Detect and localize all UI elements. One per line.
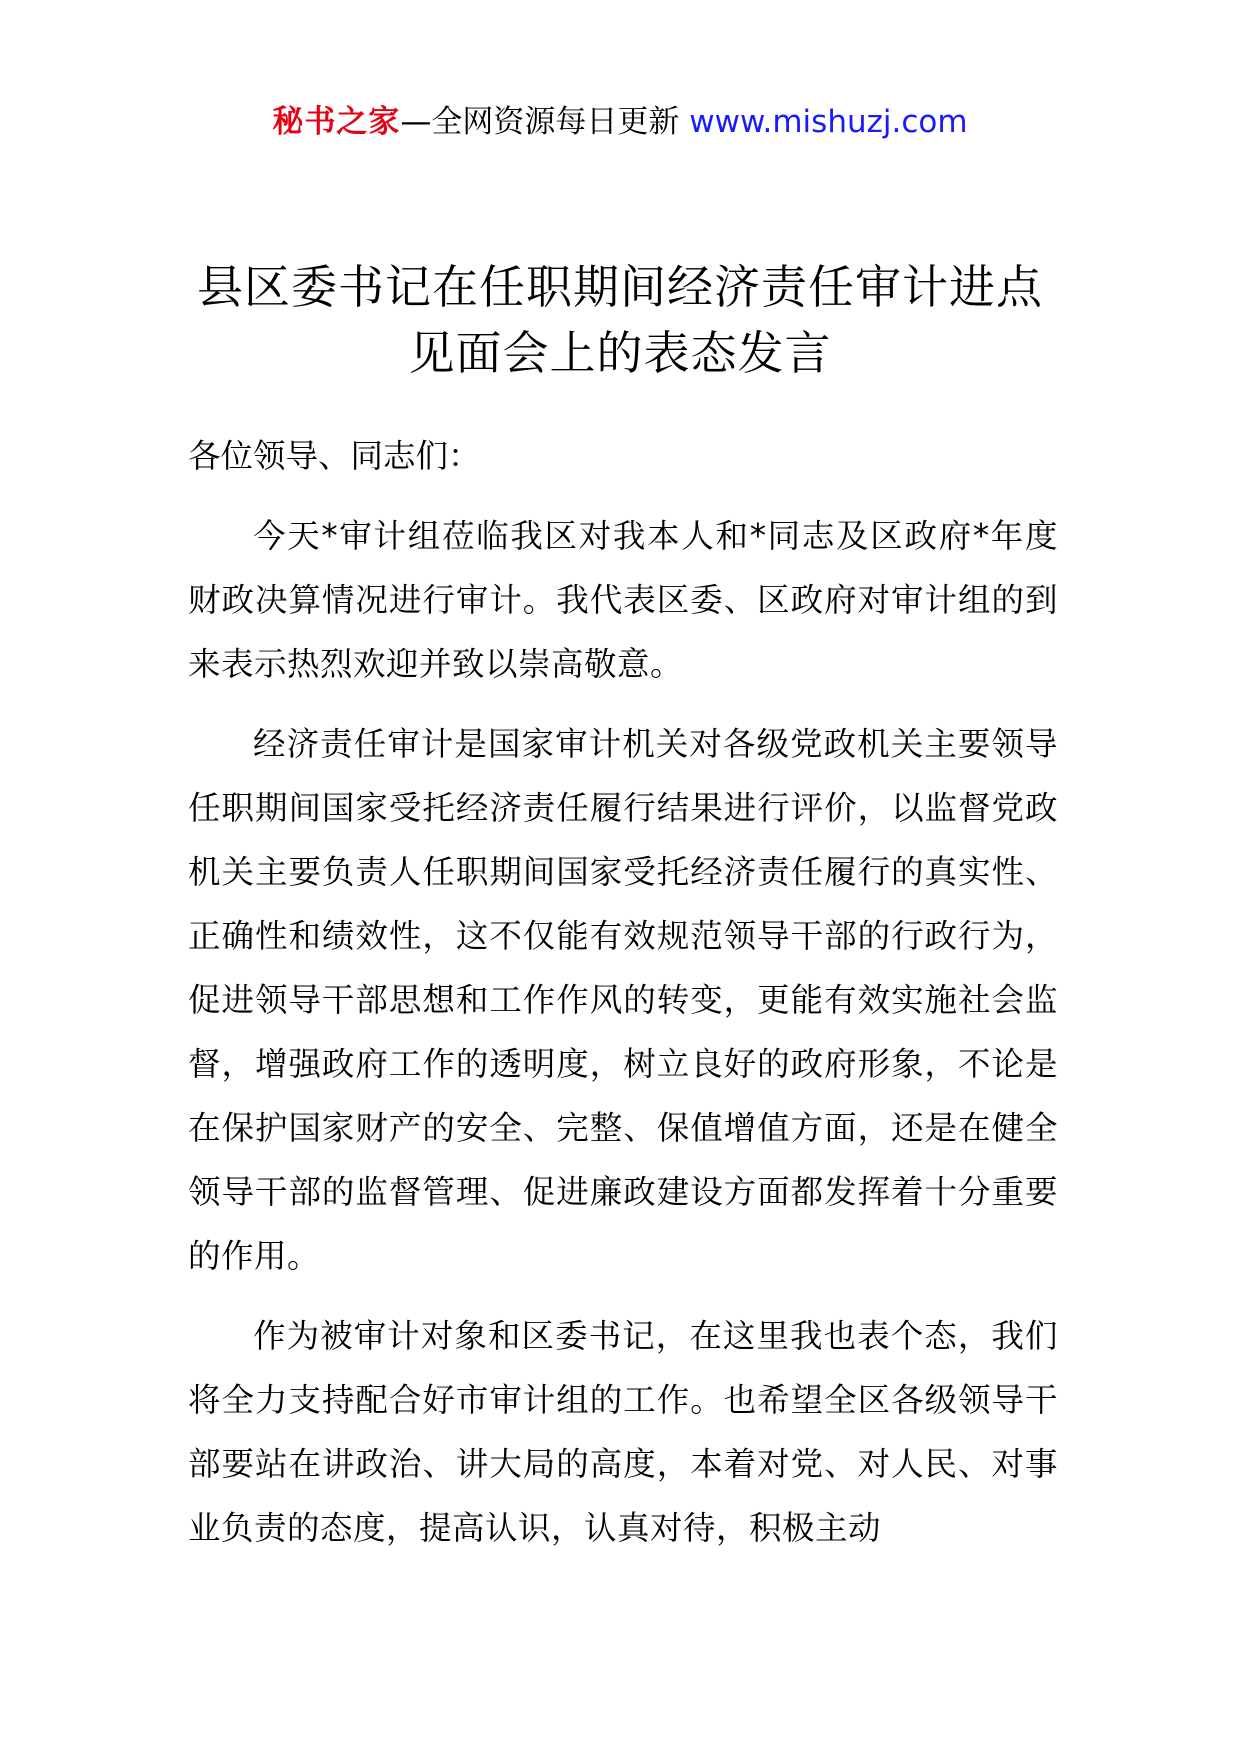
brand-name: 秘书之家 <box>272 104 401 140</box>
salutation: 各位领导、同志们： <box>188 437 481 475</box>
title-line-1: 县区委书记在任职期间经济责任审计进点 <box>197 260 1043 314</box>
header-tagline: —全网资源每日更新 <box>400 104 680 140</box>
paragraph-2: 经济责任审计是国家审计机关对各级党政机关主要领导任职期间国家受托经济责任履行结果进行评价，以监督党政机关主要负责人任职期间国家受托经济责任履行的真实性、正确性和绩效性，这不仅能有效规范领导干部的行政行为，促进领导干部思想和工作作风的转变，更能有效实施社会监督，增强政府工作的透明度，树立良好的政府形象，不论是在保护国家财产的安全、完整、保值增值方面，还是在健全领导干部的监督管理、促进廉政建设方面都发挥着十分重要的作用。 <box>188 725 1058 1275</box>
document-title <box>160 254 1080 386</box>
document-body <box>188 424 1058 1576</box>
site-header <box>0 100 1240 144</box>
paragraph-1: 今天*审计组莅临我区对我本人和*同志及区政府*年度财政决算情况进行审计。我代表区委、区政府对审计组的到来表示热烈欢迎并致以崇高敬意。 <box>188 517 1058 683</box>
title-line-2: 见面会上的表态发言 <box>408 326 832 380</box>
paragraph-3: 作为被审计对象和区委书记，在这里我也表个态，我们将全力支持配合好市审计组的工作。也希望全区各级领导干部要站在讲政治、讲大局的高度，本着对党、对人民、对事业负责的态度，提高认识，认真对待，积极主动 <box>188 1317 1058 1547</box>
site-url-link[interactable]: www.mishuzj.com <box>689 104 968 140</box>
